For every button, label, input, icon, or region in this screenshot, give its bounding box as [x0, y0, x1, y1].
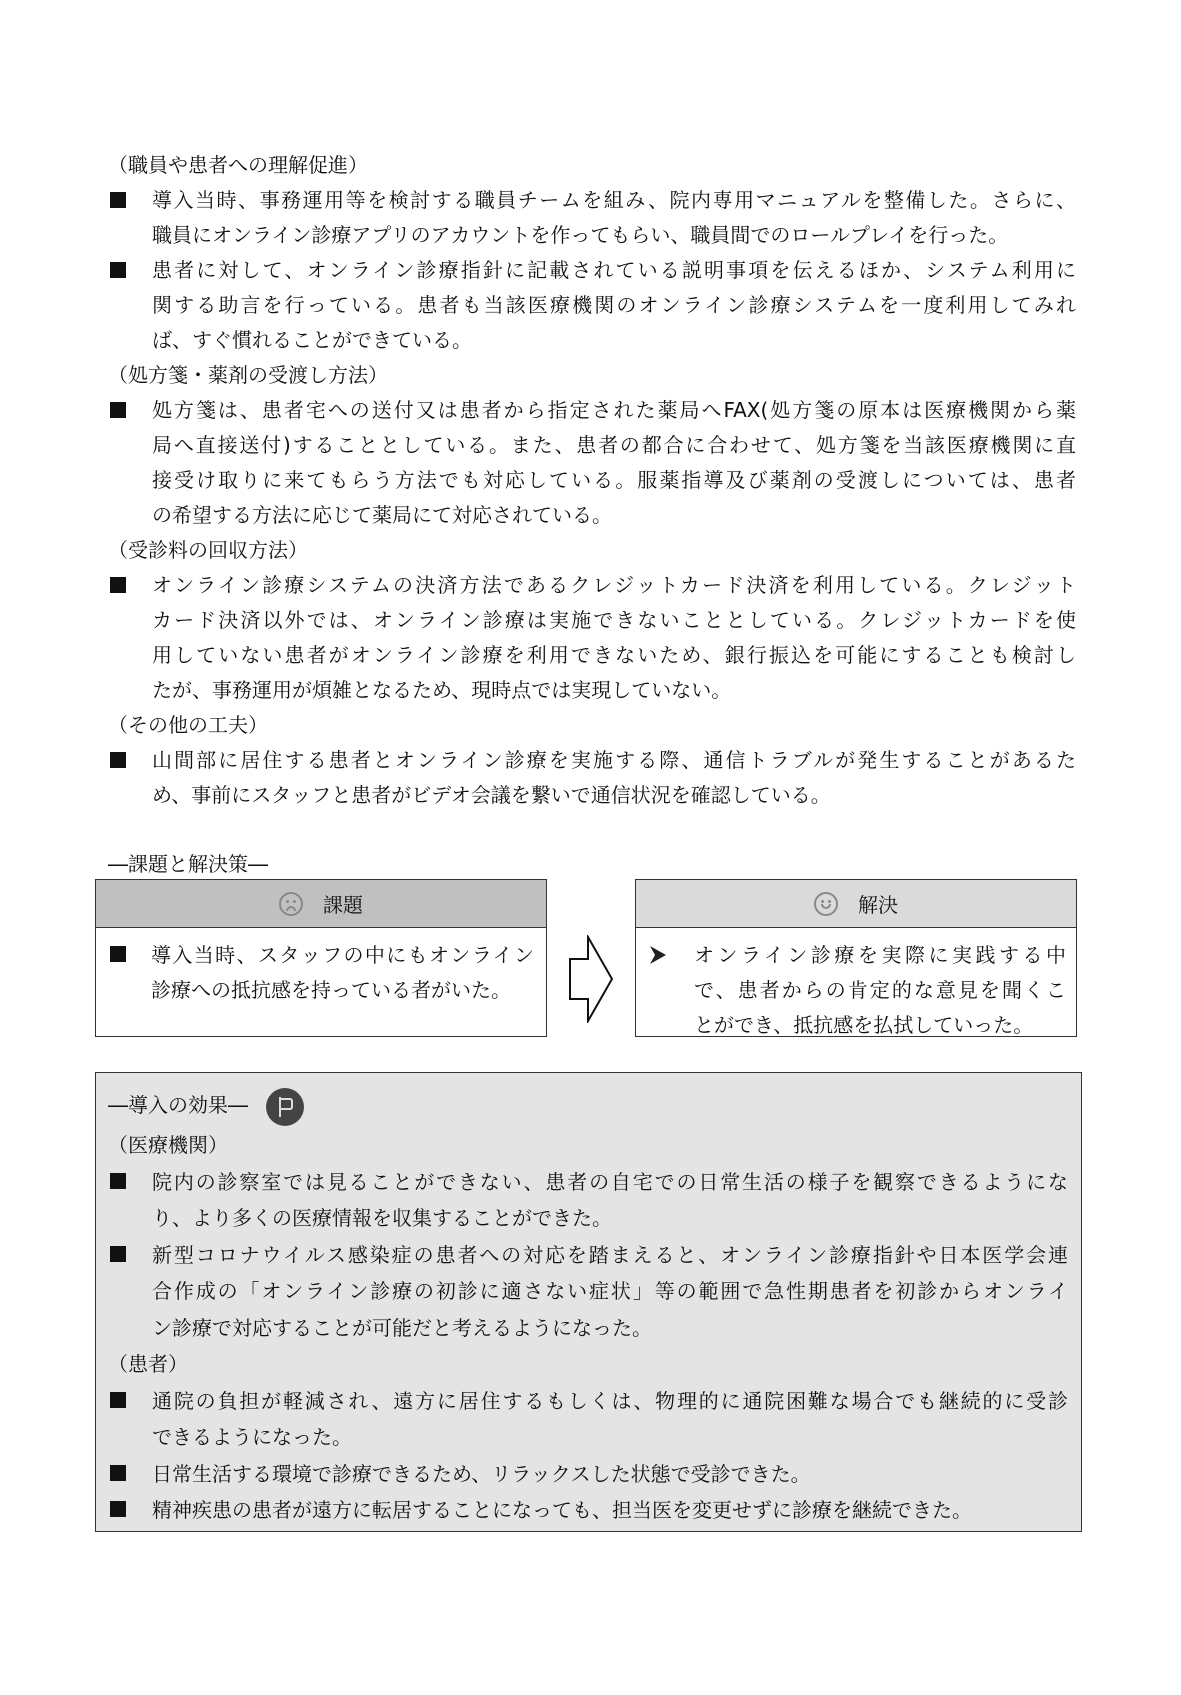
effects-group-heading: （医療機関） — [108, 1133, 228, 1157]
bullet-line: カード決済以外では、オンライン診療は実施できないこととしている。クレジットカードを使 — [152, 608, 1076, 632]
bullet-line: 山間部に居住する患者とオンライン診療を実施する際、通信トラブルが発生することがあるた — [108, 743, 1076, 778]
bullet-line: 日常生活する環境で診療できるため、リラックスした状態で受診できた。 — [108, 1456, 1068, 1493]
solution-line: で、患者からの肯定的な意見を聞くこ — [694, 978, 1066, 1002]
section-heading: （職員や患者への理解促進） — [108, 153, 368, 177]
bullet-line: 処方箋は、患者宅への送付又は患者から指定された薬局へFAX(処方箋の原本は医療機関から薬 — [108, 393, 1076, 428]
section-heading: （受診料の回収方法） — [108, 538, 308, 562]
bullet-line: め、事前にスタッフと患者がビデオ会議を繋いで通信状況を確認している。 — [152, 783, 831, 807]
problem-header — [96, 880, 546, 928]
bullet-square-icon — [110, 1173, 126, 1189]
issues-title: ―課題と解決策― — [108, 852, 268, 876]
flag-icon — [266, 1088, 304, 1126]
problem-line: 導入当時、スタッフの中にもオンライン — [151, 943, 534, 967]
bullet-square-icon — [110, 1465, 126, 1481]
bullet-line: 用していない患者がオンライン診療を利用できないため、銀行振込を可能にすることも検討し — [152, 643, 1076, 667]
bullet-line: 職員にオンライン診療アプリのアカウントを作ってもらい、職員間でのロールプレイを行った。 — [152, 223, 1009, 247]
bullet-line: 院内の診察室では見ることができない、患者の自宅での日常生活の様子を観察できるようにな — [108, 1164, 1068, 1201]
bullet-line: の希望する方法に応じて薬局にて対応されている。 — [152, 503, 612, 527]
bullet-line: 導入当時、事務運用等を検討する職員チームを組み、院内専用マニュアルを整備した。さらに、 — [108, 183, 1076, 218]
bullet-line: 患者に対して、オンライン診療指針に記載されている説明事項を伝えるほか、システム利用に — [108, 253, 1076, 288]
effects-box — [95, 1072, 1082, 1532]
problem-line: 診療への抵抗感を持っている者がいた。 — [151, 978, 511, 1002]
effects-title-row — [108, 1083, 1068, 1127]
bullet-square-icon — [110, 752, 126, 768]
bullet-line: 合作成の「オンライン診療の初診に適さない症状」等の範囲で急性期患者を初診からオンライ — [152, 1279, 1068, 1303]
bullet-line: たが、事務運用が煩雑となるため、現時点では実現していない。 — [152, 678, 732, 702]
solution-box — [635, 879, 1077, 1037]
effects-group-heading: （患者） — [108, 1352, 188, 1376]
solution-line: とができ、抵抗感を払拭していった。 — [694, 1013, 1034, 1037]
solution-header — [636, 880, 1076, 928]
sad-face-icon — [279, 892, 303, 916]
bullet-square-icon — [110, 262, 126, 278]
bullet-line: できるようになった。 — [152, 1425, 352, 1449]
bullet-line: 関する助言を行っている。患者も当該医療機関のオンライン診療システムを一度利用してみれ — [152, 293, 1076, 317]
bullet-square-icon — [110, 1501, 126, 1517]
section-heading: （処方箋・薬剤の受渡し方法） — [108, 363, 388, 387]
problem-label: 課題 — [323, 893, 363, 917]
bullet-square-icon — [110, 192, 126, 208]
bullet-square-icon — [110, 946, 126, 962]
bullet-square-icon — [110, 1246, 126, 1262]
bullet-square-icon — [110, 402, 126, 418]
solution-label: 解決 — [858, 893, 898, 917]
bullet-line: 通院の負担が軽減され、遠方に居住するもしくは、物理的に通院困難な場合でも継続的に受診 — [108, 1383, 1068, 1420]
bullet-square-icon — [110, 1392, 126, 1408]
bullet-line: 精神疾患の患者が遠方に転居することになっても、担当医を変更せずに診療を継続できた。 — [108, 1492, 1068, 1529]
smiley-face-icon — [814, 892, 838, 916]
problem-box — [95, 879, 547, 1037]
bullet-line: ば、すぐ慣れることができている。 — [152, 328, 472, 352]
section-heading: （その他の工夫） — [108, 713, 268, 737]
bullet-square-icon — [110, 577, 126, 593]
bullet-line: り、より多くの医療情報を収集することができた。 — [152, 1206, 612, 1230]
solution-line: オンライン診療を実際に実践する中 — [694, 943, 1066, 967]
bullet-line: オンライン診療システムの決済方法であるクレジットカード決済を利用している。クレジット — [108, 568, 1076, 603]
bullet-line: 新型コロナウイルス感染症の患者への対応を踏まえると、オンライン診療指針や日本医学会連 — [108, 1237, 1068, 1274]
bullet-line: ン診療で対応することが可能だと考えるようになった。 — [152, 1315, 652, 1340]
body-text — [108, 148, 1076, 813]
arrowhead-bullet-icon — [648, 944, 668, 966]
bullet-line: 接受け取りに来てもらう方法でも対応している。服薬指導及び薬剤の受渡しについては、患者 — [152, 468, 1076, 492]
effects-title: ―導入の効果― — [108, 1093, 248, 1117]
bullet-line: 局へ直接送付)することとしている。また、患者の都合に合わせて、処方箋を当該医療機関に直 — [152, 433, 1076, 457]
right-arrow-icon — [568, 935, 614, 1023]
